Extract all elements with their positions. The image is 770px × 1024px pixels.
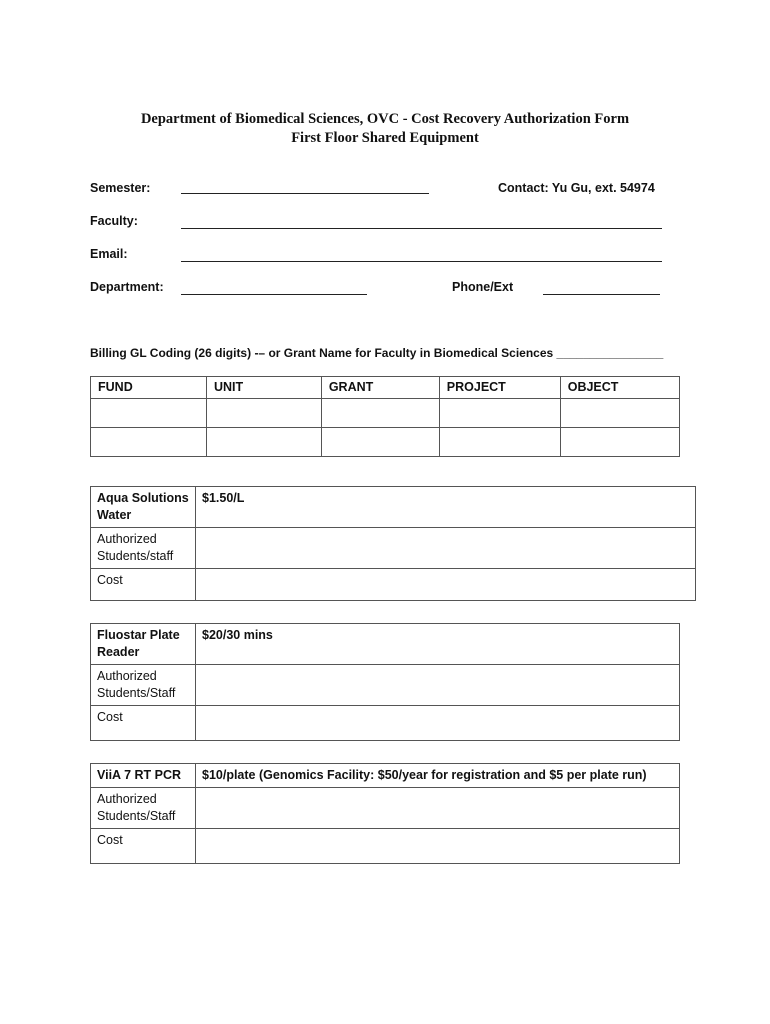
cost-field[interactable]: [196, 569, 696, 601]
grant-cell[interactable]: [321, 428, 439, 457]
cost-label: Cost: [91, 569, 196, 601]
object-cell[interactable]: [560, 428, 679, 457]
form-title: Department of Biomedical Sciences, OVC - Cost Recovery Authorization Form: [140, 111, 630, 127]
cost-label: Cost: [91, 706, 196, 741]
equipment-rate: $10/plate (Genomics Facility: $50/year for registration and $5 per plate run): [196, 764, 680, 788]
unit-cell[interactable]: [206, 399, 321, 428]
semester-label: Semester:: [90, 181, 151, 195]
unit-cell[interactable]: [206, 428, 321, 457]
email-field[interactable]: [181, 261, 662, 262]
faculty-field[interactable]: [181, 228, 662, 229]
equipment-name: ViiA 7 RT PCR: [91, 764, 196, 788]
authorized-field[interactable]: [196, 788, 680, 829]
authorized-label: Authorized Students/Staff: [91, 665, 196, 706]
cost-field[interactable]: [196, 829, 680, 864]
column-header-project: PROJECT: [439, 377, 560, 399]
email-label: Email:: [90, 247, 128, 261]
equipment-table-aqua: [90, 486, 696, 601]
fund-cell[interactable]: [91, 399, 207, 428]
equipment-name: Fluostar Plate Reader: [91, 624, 196, 665]
cost-field[interactable]: [196, 706, 680, 741]
form-subtitle: First Floor Shared Equipment: [291, 130, 479, 146]
project-cell[interactable]: [439, 428, 560, 457]
cost-label: Cost: [91, 829, 196, 864]
authorized-field[interactable]: [196, 665, 680, 706]
column-header-unit: UNIT: [206, 377, 321, 399]
semester-field[interactable]: [181, 193, 429, 194]
column-header-grant: GRANT: [321, 377, 439, 399]
grant-cell[interactable]: [321, 399, 439, 428]
authorized-field[interactable]: [196, 528, 696, 569]
column-header-object: OBJECT: [560, 377, 679, 399]
column-header-fund: FUND: [91, 377, 207, 399]
phone-field[interactable]: [543, 294, 660, 295]
equipment-table-viia7: [90, 763, 680, 864]
equipment-table-fluostar: [90, 623, 680, 741]
equipment-rate: $1.50/L: [196, 487, 696, 528]
department-field[interactable]: [181, 294, 367, 295]
project-cell[interactable]: [439, 399, 560, 428]
object-cell[interactable]: [560, 399, 679, 428]
fund-cell[interactable]: [91, 428, 207, 457]
equipment-name: Aqua Solutions Water: [91, 487, 196, 528]
department-label: Department:: [90, 280, 164, 294]
authorized-label: Authorized Students/Staff: [91, 788, 196, 829]
authorized-label: Authorized Students/staff: [91, 528, 196, 569]
contact-text: Contact: Yu Gu, ext. 54974: [498, 181, 655, 195]
phone-label: Phone/Ext: [452, 280, 514, 294]
billing-instruction: Billing GL Coding (26 digits) -– or Grant Name for Faculty in Biomedical Sciences ________________: [90, 346, 664, 360]
faculty-label: Faculty:: [90, 214, 138, 228]
gl-coding-table: [90, 376, 680, 457]
equipment-rate: $20/30 mins: [196, 624, 680, 665]
